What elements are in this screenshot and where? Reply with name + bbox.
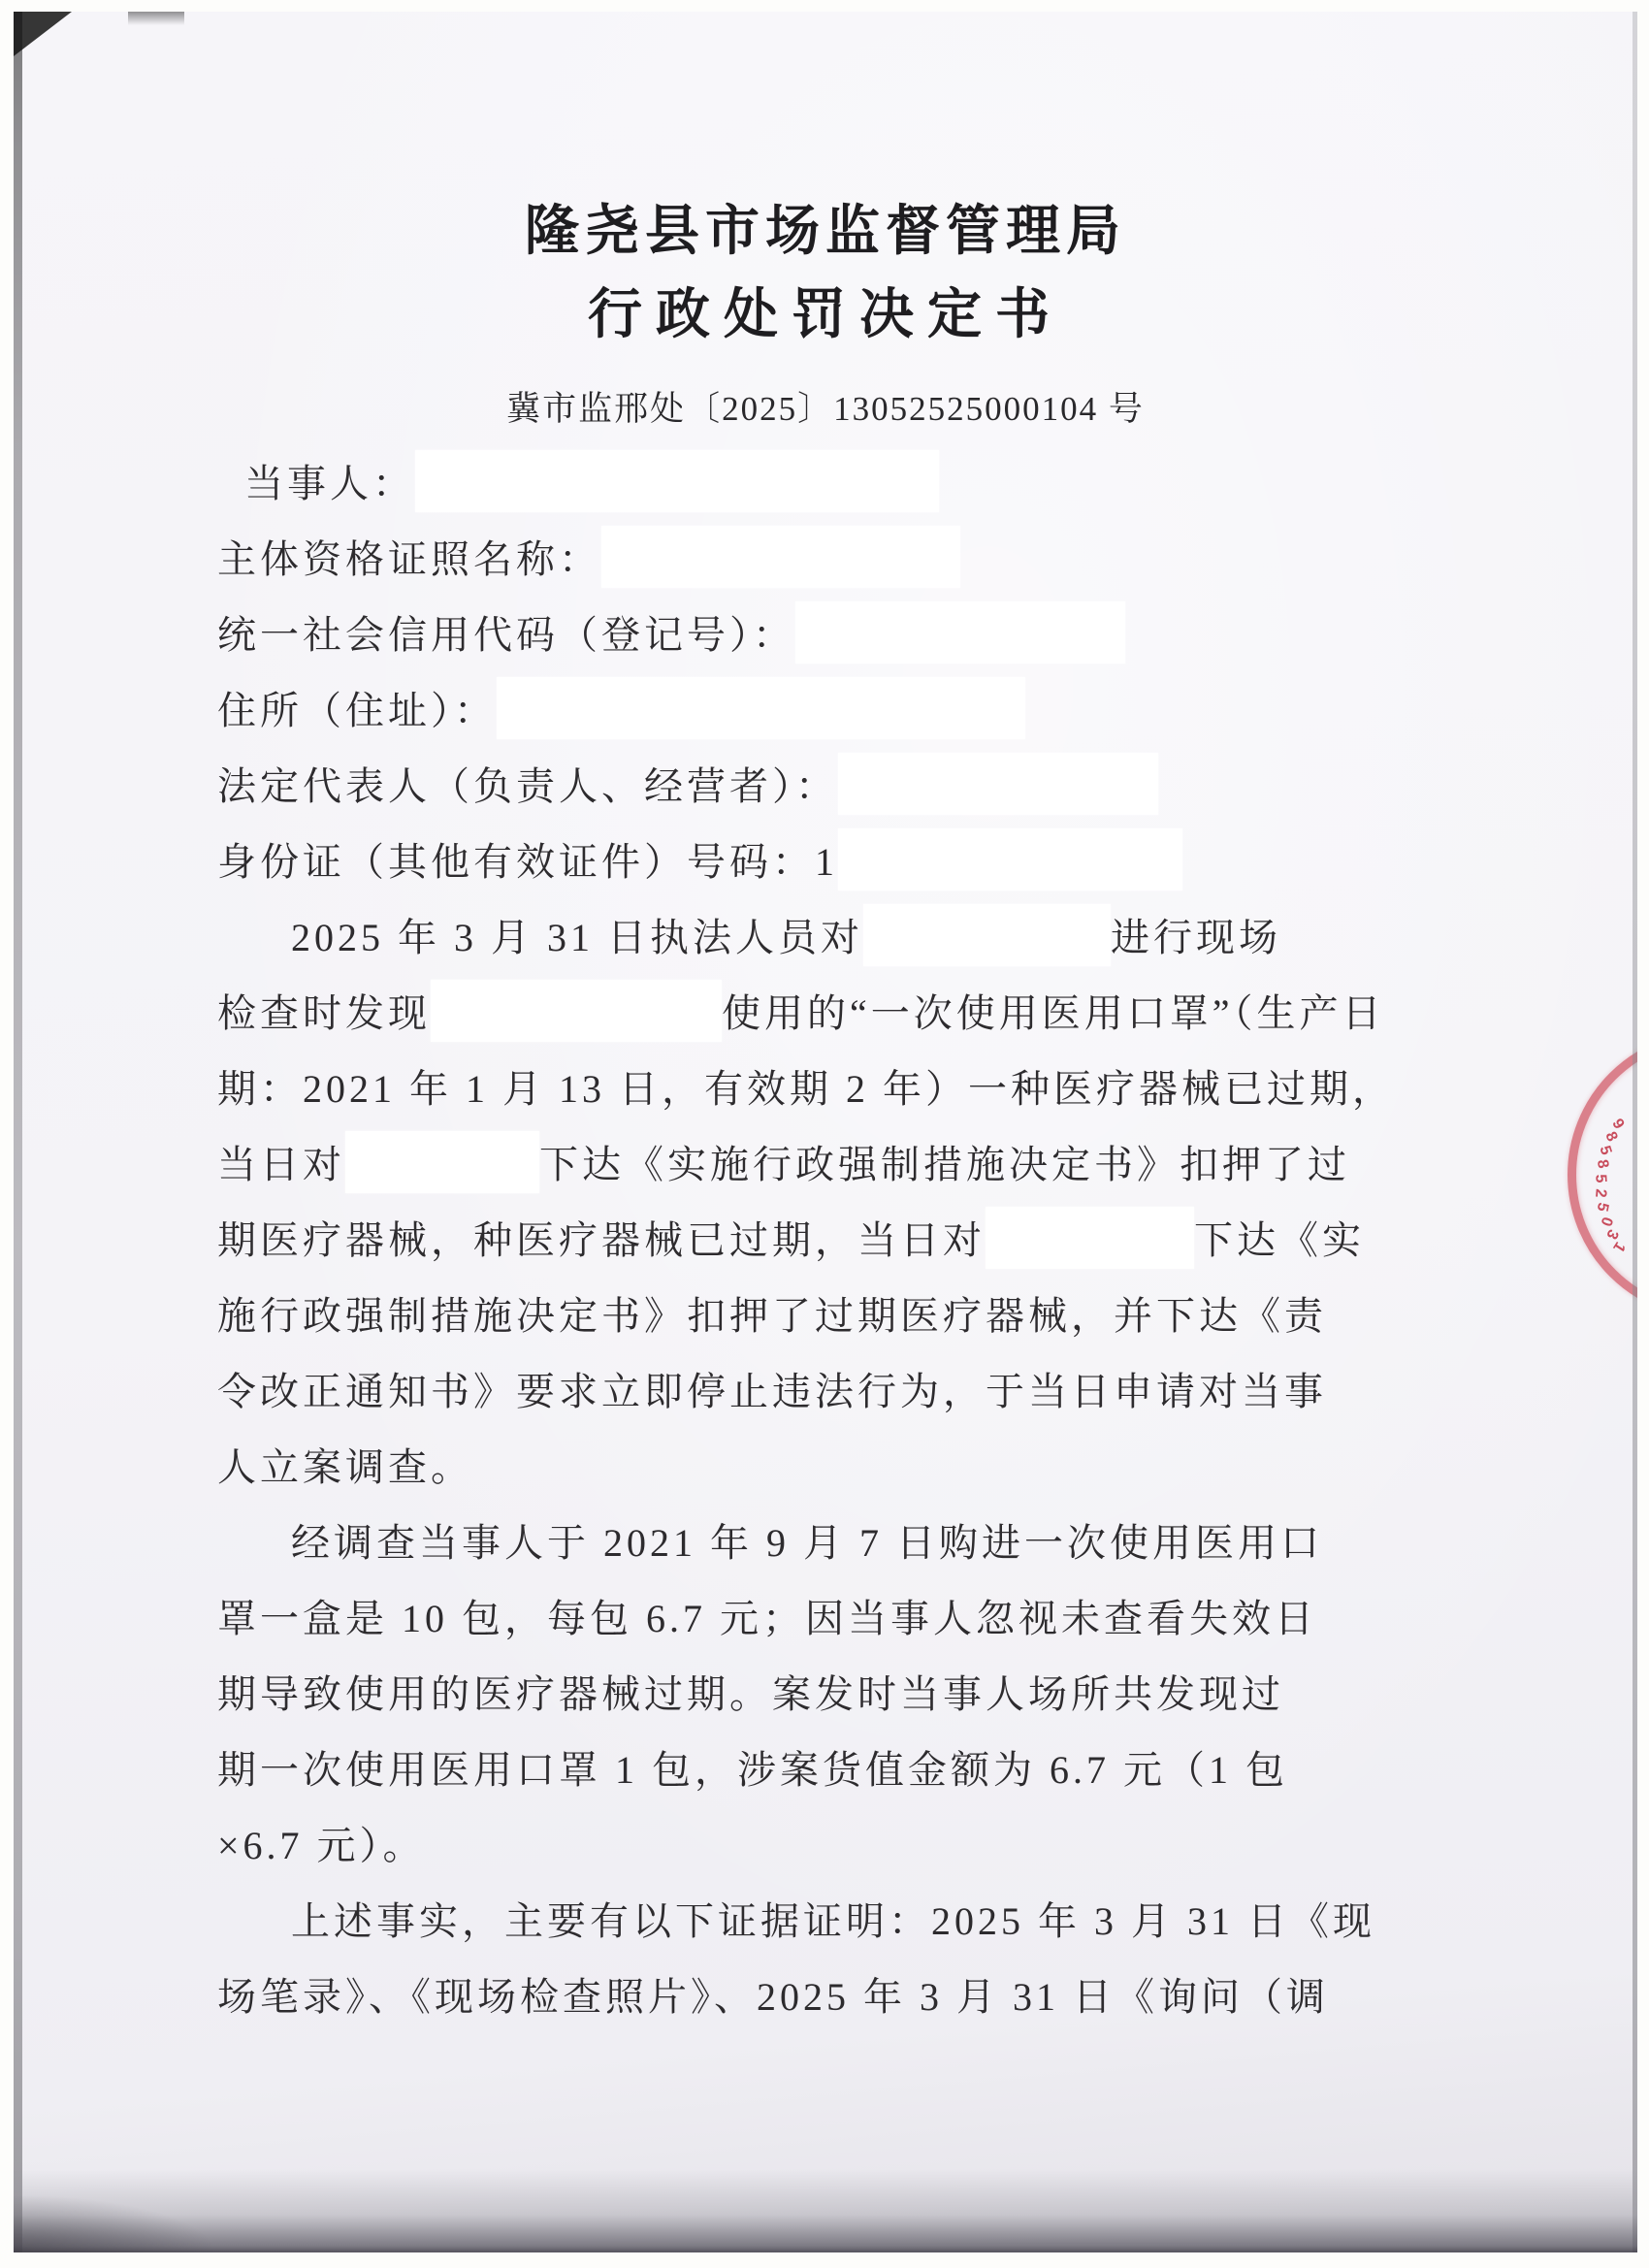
text-line [217,1733,1288,1808]
text-segment: 使用的“一次使用医用口罩”（生产日 [722,991,1385,1035]
text-segment: 法定代表人（负责人、经营者）： [217,764,838,808]
stamp-digit: 1 [1609,1239,1629,1255]
text-segment: 统一社会信用代码（登记号）： [217,613,795,657]
text-line [217,1203,1365,1279]
text-segment: 下达《实施行政强制措施决定书》扣押了过 [539,1143,1350,1186]
text-line [217,522,960,598]
text-line [217,1279,1327,1354]
stamp-digit: 5 [1596,1143,1615,1157]
text-line [217,825,1182,900]
stamp-digit: 5 [1594,1201,1612,1214]
scan-shadow-bottom-edge [14,2169,1637,2252]
redaction-box [431,980,722,1042]
text-line [217,1127,1350,1203]
text-line [217,673,1025,749]
text-segment: 罩一盒是 10 包，每包 6.7 元；因当事人忽视未查看失效日 [217,1597,1317,1640]
document-number: 冀市监邢处〔2025〕13052525000104 号 [506,390,1145,428]
text-segment: 上述事实，主要有以下证据证明：2025 年 3 月 31 日《现 [291,1899,1375,1943]
stamp-digit: 9 [1608,1116,1628,1132]
text-line [291,1884,1375,1960]
stamp-digit: 8 [1601,1129,1621,1145]
redaction-box [863,904,1111,966]
scan-shadow-right-edge [1633,12,1637,2252]
text-segment: 当事人： [244,462,415,505]
text-segment: 人立案调查。 [217,1445,473,1489]
scan-shadow-corner-bottomleft [14,2194,217,2252]
text-segment: 下达《实 [1194,1218,1365,1262]
redaction-box [415,450,939,512]
stamp-digit: 2 [1592,1187,1610,1198]
text-segment: 令改正通知书》要求立即停止违法行为，于当日申请对当事 [217,1370,1327,1413]
redaction-box [601,526,960,588]
text-segment: 2025 年 3 月 31 日执法人员对 [291,916,863,959]
redaction-box [986,1207,1194,1269]
stamp-digit: 5 [1592,1173,1609,1183]
text-line [217,1657,1284,1733]
text-segment: 进行现场 [1111,916,1281,959]
text-segment: 经调查当事人于 2021 年 9 月 7 日购进一次使用医用口 [291,1521,1323,1565]
text-segment: 身份证（其他有效证件）号码：1 [217,840,838,884]
redaction-box [838,753,1158,815]
text-line [217,749,1158,825]
text-segment: 住所（住址）： [217,689,497,732]
paper-sheet [14,12,1637,2252]
text-line [217,1052,1395,1127]
text-segment: 主体资格证照名称： [217,537,601,581]
document-type-title: 行政处罚决定书 [588,285,1063,345]
text-line [217,1581,1317,1657]
stamp-digit: 0 [1597,1214,1616,1228]
scan-shadow-left-edge [14,12,22,2252]
stamp-digit: 8 [1593,1158,1611,1170]
text-segment: 场笔录》、《现场检查照片》、2025 年 3 月 31 日《询问（调 [217,1975,1329,2019]
text-segment: 期导致使用的医疗器械过期。案发时当事人场所共发现过 [217,1672,1284,1716]
text-segment: 期医疗器械，种医疗器械已过期，当日对 [217,1218,986,1262]
scan-mark-top-edge [128,12,184,25]
redaction-box [838,828,1182,891]
redaction-box [497,677,1025,739]
text-segment: 当日对 [217,1143,345,1186]
text-line [217,1808,426,1884]
stamp-digit: 3 [1602,1226,1622,1243]
text-line [291,1506,1323,1581]
text-line [291,900,1281,976]
scan-dark-corner-topleft [14,12,72,56]
text-line [217,598,1125,673]
issuing-authority-title: 隆尧县市场监督管理局 [525,202,1126,262]
redaction-box [795,601,1125,664]
redaction-box [345,1131,539,1193]
text-line [217,1430,473,1506]
text-line [217,1354,1327,1430]
official-seal-stamp [1540,1028,1637,1319]
text-line [217,1960,1329,2035]
text-line [217,976,1385,1052]
text-segment: ×6.7 元）。 [217,1824,426,1867]
text-segment: 期一次使用医用口罩 1 包，涉案货值金额为 6.7 元（1 包 [217,1748,1288,1792]
text-segment: 期：2021 年 1 月 13 日，有效期 2 年）一种医疗器械已过期， [217,1067,1395,1111]
text-line [244,446,939,522]
text-segment: 施行政强制措施决定书》扣押了过期医疗器械，并下达《责 [217,1294,1327,1338]
text-segment: 检查时发现 [217,991,431,1035]
